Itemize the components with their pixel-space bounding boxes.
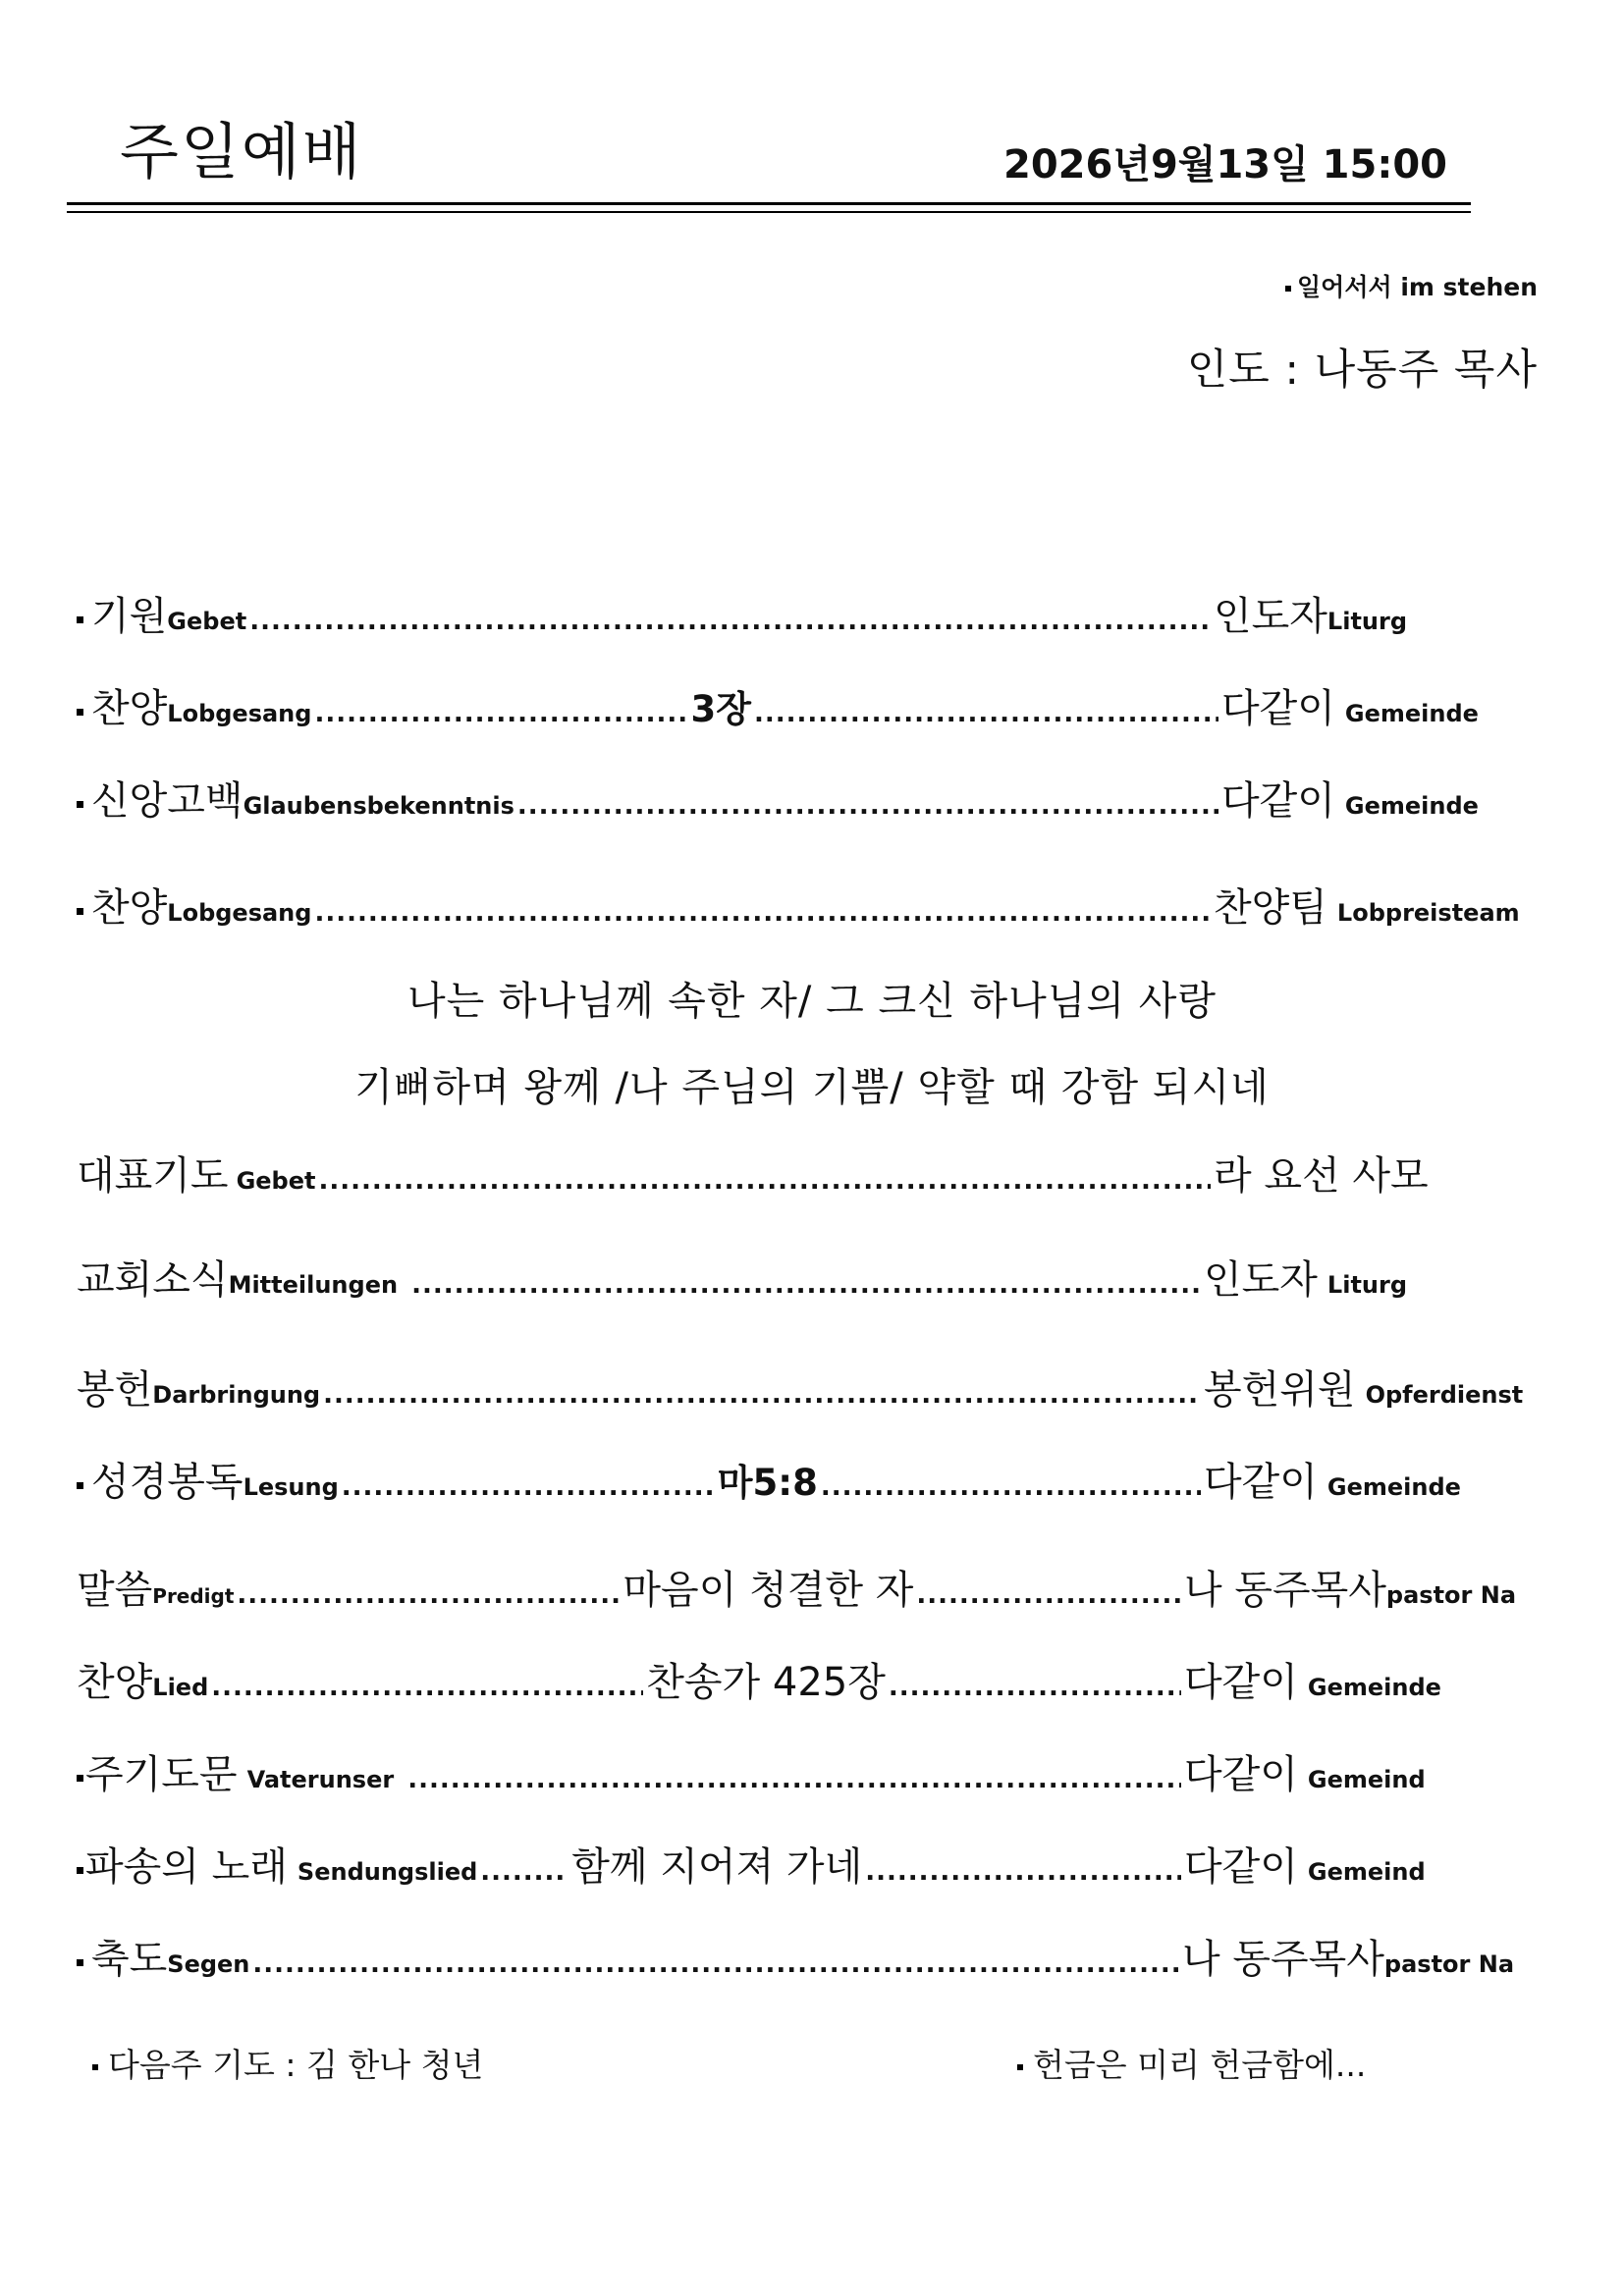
bullet-icon (77, 1959, 83, 1966)
standing-note: 일어서서 im stehen (1285, 268, 1538, 303)
bullet-icon (77, 908, 83, 915)
bullet-icon (77, 709, 83, 716)
header-rule-thin (67, 211, 1471, 213)
dot-leader (407, 1765, 1181, 1794)
lyric-line: 기뻐하며 왕께 /나 주님의 기쁨/ 약할 때 강함 되시네 (354, 1065, 1270, 1110)
bullet-icon (92, 2064, 98, 2070)
dot-leader (237, 1580, 620, 1610)
service-item: 주기도문 Vaterunser ..... 다같이 Gemeind (77, 1743, 1538, 1799)
bullet-icon (77, 801, 83, 808)
service-item: 대표기도 Gebet ..... 라 요선 사모 (77, 1145, 1538, 1201)
dot-leader (480, 1857, 568, 1887)
service-item: 교회소식 Mitteilungen ..... 인도자 Liturg (77, 1249, 1538, 1305)
dot-leader (821, 1472, 1201, 1502)
dot-leader (411, 1270, 1201, 1300)
bullet-icon (77, 1775, 83, 1782)
service-item: 축도 Segen ..... 나 동주목사 pastor Na (77, 1928, 1538, 1984)
service-item: 파송의 노래 Sendungslied ..... 함께 지어져 가네 ..... 다같이 Gemeind (77, 1836, 1538, 1892)
bullet-icon (1285, 286, 1291, 292)
bullet-icon (1017, 2064, 1023, 2070)
dot-leader (865, 1857, 1181, 1887)
dot-leader (517, 791, 1218, 821)
service-item: 찬양 Lobgesang ..... 찬양팀 Lobpreisteam (77, 877, 1538, 933)
service-item: 봉헌 Darbringung ..... 봉헌위원 Opferdienst (77, 1359, 1538, 1415)
lyric-line: 나는 하나님께 속한 자/ 그 크신 하나님의 사랑 (407, 979, 1217, 1024)
page-title: 주일예배 (120, 116, 363, 187)
next-week-prayer: 다음주 기도 : 김 한나 청년 (92, 2040, 483, 2086)
dot-leader (754, 699, 1218, 728)
bullet-icon (77, 1482, 83, 1489)
service-item: 말씀 Predigt ..... 마음이 청결한 자 ..... 나 동주목사 pastor Na (77, 1559, 1538, 1615)
service-item: 찬양 Lied ..... 찬송가 425장 ..... 다같이 Gemeinde (77, 1651, 1538, 1707)
service-date: 2026년9월13일 15:00 (1003, 142, 1447, 187)
service-item: 성경봉독 Lesung ..... 마5:8 ..... 다같이 Gemeinde (77, 1451, 1538, 1507)
dot-leader (314, 898, 1211, 928)
dot-leader (323, 1380, 1201, 1410)
dot-leader (211, 1673, 643, 1702)
dot-leader (342, 1472, 715, 1502)
dot-leader (916, 1580, 1181, 1610)
service-item: 찬양 Lobgesang ..... 3장 ..... 다같이 Gemeinde (77, 677, 1538, 733)
service-item: 신앙고백 Glaubensbekenntnis ..... 다같이 Gemeinde (77, 770, 1538, 826)
dot-leader (249, 607, 1211, 636)
dot-leader (889, 1673, 1181, 1702)
header-rule (67, 202, 1471, 205)
service-item: 기원 Gebet ..... 인도자 Liturg (77, 585, 1538, 641)
dot-leader (318, 1166, 1211, 1196)
bullet-icon (77, 616, 83, 623)
worship-leader: 인도 : 나동주 목사 (1186, 346, 1538, 395)
dot-leader (314, 699, 687, 728)
dot-leader (252, 1949, 1179, 1979)
offering-note: 헌금은 미리 헌금함에... (1017, 2040, 1366, 2086)
bullet-icon (77, 1867, 83, 1874)
